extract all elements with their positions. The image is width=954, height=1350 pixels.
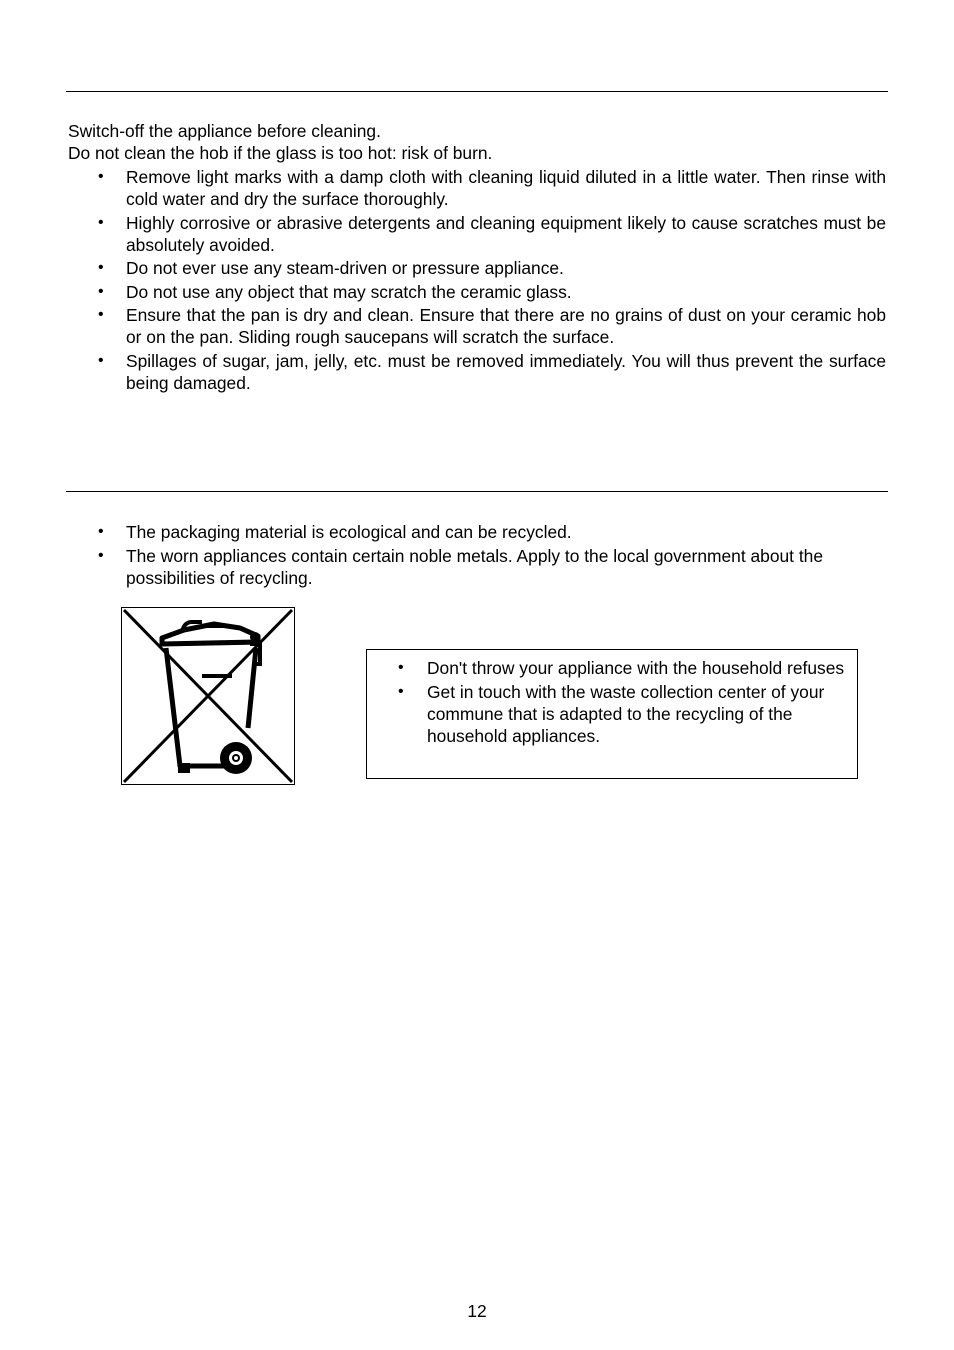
list-item-text: Remove light marks with a damp cloth with cleaning liquid diluted in a little water. Then rinse with cold water and dry the surface thoroughly. xyxy=(126,167,886,209)
list-item xyxy=(398,657,847,679)
list-item-text: Get in touch with the waste collection center of your commune that is adapted to the recycling of the household appliances. xyxy=(427,681,825,746)
list-item xyxy=(98,545,886,589)
list-item-text: The worn appliances contain certain noble metals. Apply to the local government about the possibilities of recycling. xyxy=(126,545,824,588)
bullet-icon: • xyxy=(98,282,104,300)
cleaning-intro-line: Switch-off the appliance before cleaning. xyxy=(68,121,381,141)
bullet-icon: • xyxy=(98,523,104,540)
bullet-icon: • xyxy=(98,213,104,231)
list-item xyxy=(398,681,847,747)
cleaning-intro xyxy=(68,120,888,164)
list-item-text: Spillages of sugar, jam, jelly, etc. must be removed immediately. You will thus prevent the surface being damaged. xyxy=(126,350,886,393)
list-item xyxy=(98,166,886,210)
list-item xyxy=(98,350,886,394)
list-item-text: Highly corrosive or abrasive detergents and cleaning equipment likely to cause scratches must be absolutely avoided. xyxy=(126,212,886,255)
list-item-text: Do not use any object that may scratch the ceramic glass. xyxy=(126,281,572,302)
bullet-icon: • xyxy=(398,659,404,676)
list-item-text: The packaging material is ecological and can be recycled. xyxy=(126,522,572,542)
cleaning-intro-line: Do not clean the hob if the glass is too hot: risk of burn. xyxy=(68,143,493,163)
section-divider-recycling xyxy=(66,491,888,492)
crossed-out-wheelie-bin-icon xyxy=(122,608,294,784)
list-item xyxy=(98,521,886,543)
list-item xyxy=(98,212,886,256)
list-item-text: Ensure that the pan is dry and clean. Ensure that there are no grains of dust on your ceramic hob or on the pan. Sliding rough saucepans will scratch the surface. xyxy=(126,305,886,347)
bullet-icon: • xyxy=(398,682,404,700)
disposal-notice-list xyxy=(398,657,847,748)
disposal-notice-box xyxy=(366,649,858,779)
bullet-icon: • xyxy=(98,168,104,185)
section-divider-top xyxy=(66,91,888,92)
list-item xyxy=(98,304,886,348)
bullet-icon: • xyxy=(98,546,104,564)
cleaning-bullet-list xyxy=(98,166,886,395)
list-item-text: Don't throw your appliance with the household refuses xyxy=(427,658,845,678)
page-number: 12 xyxy=(467,1301,487,1321)
weee-symbol-frame xyxy=(121,607,295,785)
bullet-icon: • xyxy=(98,351,104,369)
list-item xyxy=(98,281,886,303)
bullet-icon: • xyxy=(98,259,104,276)
list-item-text: Do not ever use any steam-driven or pressure appliance. xyxy=(126,258,564,278)
bullet-icon: • xyxy=(98,306,104,323)
list-item xyxy=(98,257,886,279)
recycling-bullet-list xyxy=(98,521,886,590)
